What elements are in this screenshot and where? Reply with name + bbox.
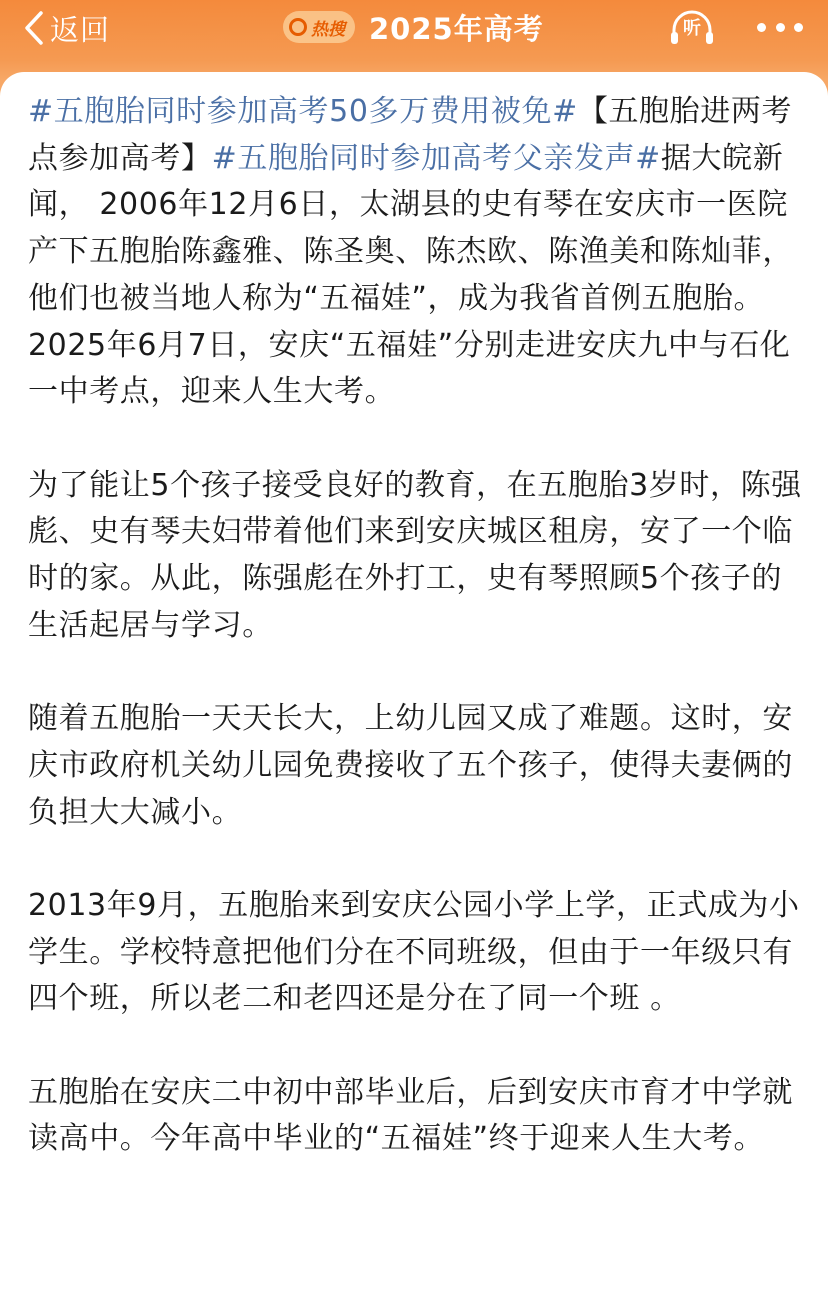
more-button[interactable] — [757, 14, 803, 40]
hot-search-label: 热搜 — [311, 19, 345, 40]
paragraph-5: 五胞胎在安庆二中初中部毕业后，后到安庆市育才中学就读高中。今年高中毕业的“五福娃”终于迎来人生大考。 — [28, 1074, 793, 1157]
paragraph-text: 据大皖新闻， 2006年12月6日，太湖县的史有琴在安庆市一医院产下五胞胎陈鑫雅、陈圣奥、陈杰欧、陈渔美和陈灿菲，他们也被当地人称为“五福娃”，成为我省首例五胞胎。2025年6月7日，安庆“五福娃”分别走进安庆九中与石化一中考点，迎来人生大考。 — [28, 140, 793, 410]
top-bar — [0, 0, 828, 72]
paragraph-1 — [28, 89, 804, 416]
paragraph-3: 随着五胞胎一天天长大，上幼儿园又成了难题。这时，安庆市政府机关幼儿园免费接收了五个孩子，使得夫妻俩的负担大大减小。 — [28, 701, 793, 830]
page-title: 2025年高考 — [369, 11, 544, 46]
listen-label: 听 — [683, 18, 701, 39]
topic-title — [283, 7, 544, 47]
more-dot-icon — [776, 23, 785, 32]
more-dot-icon — [757, 23, 766, 32]
back-label: 返回 — [50, 12, 111, 47]
paragraph-2: 为了能让5个孩子接受良好的教育，在五胞胎3岁时，陈强彪、史有琴夫妇带着他们来到安庆城区租房，安了一个临时的家。从此，陈强彪在外打工，史有琴照顾5个孩子的生活起居与学习。 — [28, 467, 802, 643]
paragraph-4: 2013年9月，五胞胎来到安庆公园小学上学，正式成为小学生。学校特意把他们分在不同班级，但由于一年级只有四个班，所以老二和老四还是分在了同一个班 。 — [28, 887, 800, 1017]
hashtag-link[interactable]: #五胞胎同时参加高考50多万费用被免# — [28, 94, 578, 129]
listen-button[interactable] — [668, 6, 716, 48]
hot-search-badge — [283, 11, 355, 43]
article-body — [28, 89, 804, 1210]
chevron-left-icon — [22, 10, 46, 46]
bracket-title: 【五胞胎进两考点参加高考】 — [28, 94, 793, 176]
more-dot-icon — [794, 23, 803, 32]
back-button[interactable] — [22, 6, 110, 50]
hashtag-link[interactable]: #五胞胎同时参加高考父亲发声# — [211, 140, 661, 176]
hot-search-icon — [289, 18, 307, 36]
